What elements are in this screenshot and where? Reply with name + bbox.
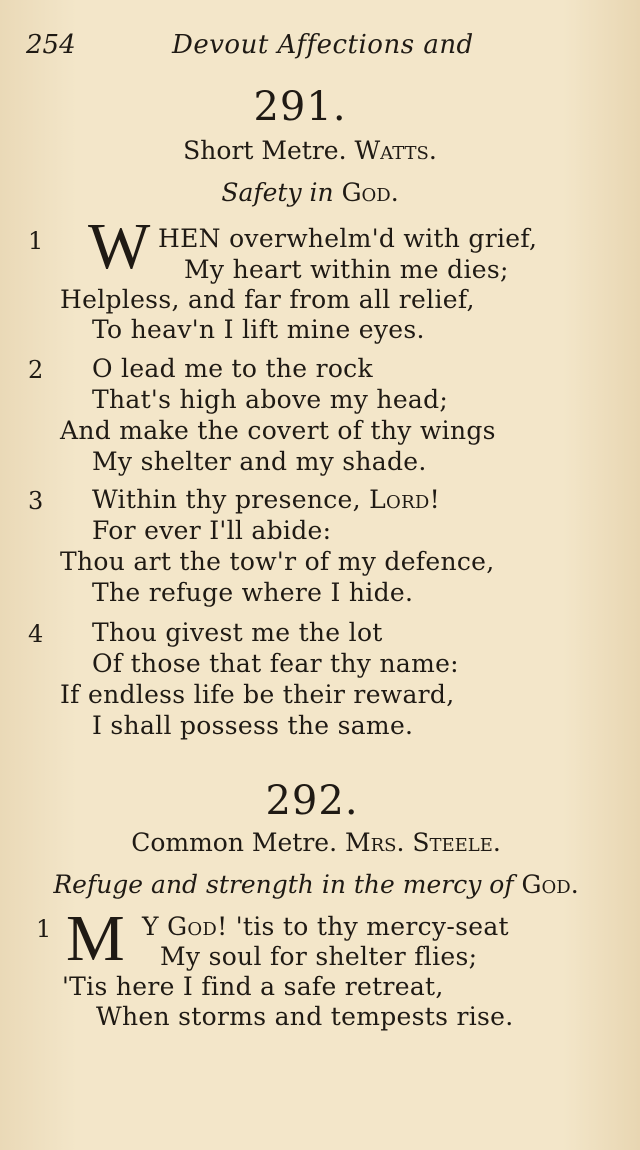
subject-text: Refuge and strength in the mercy of bbox=[53, 870, 514, 899]
metre-label: Short Metre. bbox=[183, 136, 347, 165]
verse-number: 3 bbox=[28, 487, 44, 515]
author-name: Watts. bbox=[354, 136, 437, 165]
drop-cap: M bbox=[66, 902, 125, 975]
verse-line: 'Tis here I find a safe retreat, bbox=[62, 972, 444, 1001]
running-head bbox=[26, 30, 614, 64]
running-title: Devout Affections and bbox=[172, 30, 474, 60]
drop-cap: W bbox=[88, 210, 151, 283]
subject-text: Safety in bbox=[221, 178, 334, 207]
verse-line: Of those that fear thy name: bbox=[92, 649, 459, 678]
verse-line: The refuge where I hide. bbox=[92, 578, 414, 607]
verse-line-text: Y bbox=[142, 912, 168, 941]
verse-number: 1 bbox=[28, 227, 44, 255]
verse-line: HEN overwhelm'd with grief, bbox=[158, 224, 538, 253]
verse-line: And make the covert of thy wings bbox=[60, 416, 496, 445]
verse-line: For ever I'll abide: bbox=[92, 516, 332, 545]
verse-line-text: 'tis to thy mercy-seat bbox=[227, 912, 509, 941]
author-name: Mrs. Steele. bbox=[344, 828, 501, 857]
hymn-subject bbox=[6, 870, 626, 899]
verse-number: 1 bbox=[36, 915, 52, 943]
verse-line: To heav'n I lift mine eyes. bbox=[92, 315, 425, 344]
metre-label: Common Metre. bbox=[131, 828, 338, 857]
lord-word: Lord! bbox=[369, 485, 441, 514]
verse-line: Thou givest me the lot bbox=[92, 618, 383, 647]
hymn-metre bbox=[0, 136, 620, 165]
verse-line: Helpless, and far from all relief, bbox=[60, 285, 475, 314]
verse-line bbox=[142, 912, 509, 941]
hymn-number: 292. bbox=[265, 778, 359, 824]
page-number: 254 bbox=[26, 30, 76, 60]
verse-line: When storms and tempests rise. bbox=[96, 1002, 514, 1031]
verse-line: If endless life be their reward, bbox=[60, 680, 455, 709]
verse-line: My shelter and my shade. bbox=[92, 447, 427, 476]
verse-line: I shall possess the same. bbox=[92, 711, 414, 740]
hymn-metre bbox=[6, 828, 626, 857]
god-word: God! bbox=[167, 912, 228, 941]
verse-line: My heart within me dies; bbox=[184, 255, 509, 284]
subject-god: God. bbox=[521, 870, 579, 899]
verse-line: My soul for shelter flies; bbox=[160, 942, 478, 971]
verse-line bbox=[92, 485, 440, 514]
hymn-number: 291. bbox=[253, 84, 347, 130]
hymn-subject bbox=[0, 178, 620, 207]
verse-line: O lead me to the rock bbox=[92, 354, 373, 383]
verse-number: 4 bbox=[28, 620, 44, 648]
verse-line-text: Within thy presence, bbox=[92, 485, 370, 514]
verse-line: That's high above my head; bbox=[92, 385, 449, 414]
subject-god: God. bbox=[341, 178, 399, 207]
verse-line: Thou art the tow'r of my defence, bbox=[60, 547, 495, 576]
verse-number: 2 bbox=[28, 356, 44, 384]
